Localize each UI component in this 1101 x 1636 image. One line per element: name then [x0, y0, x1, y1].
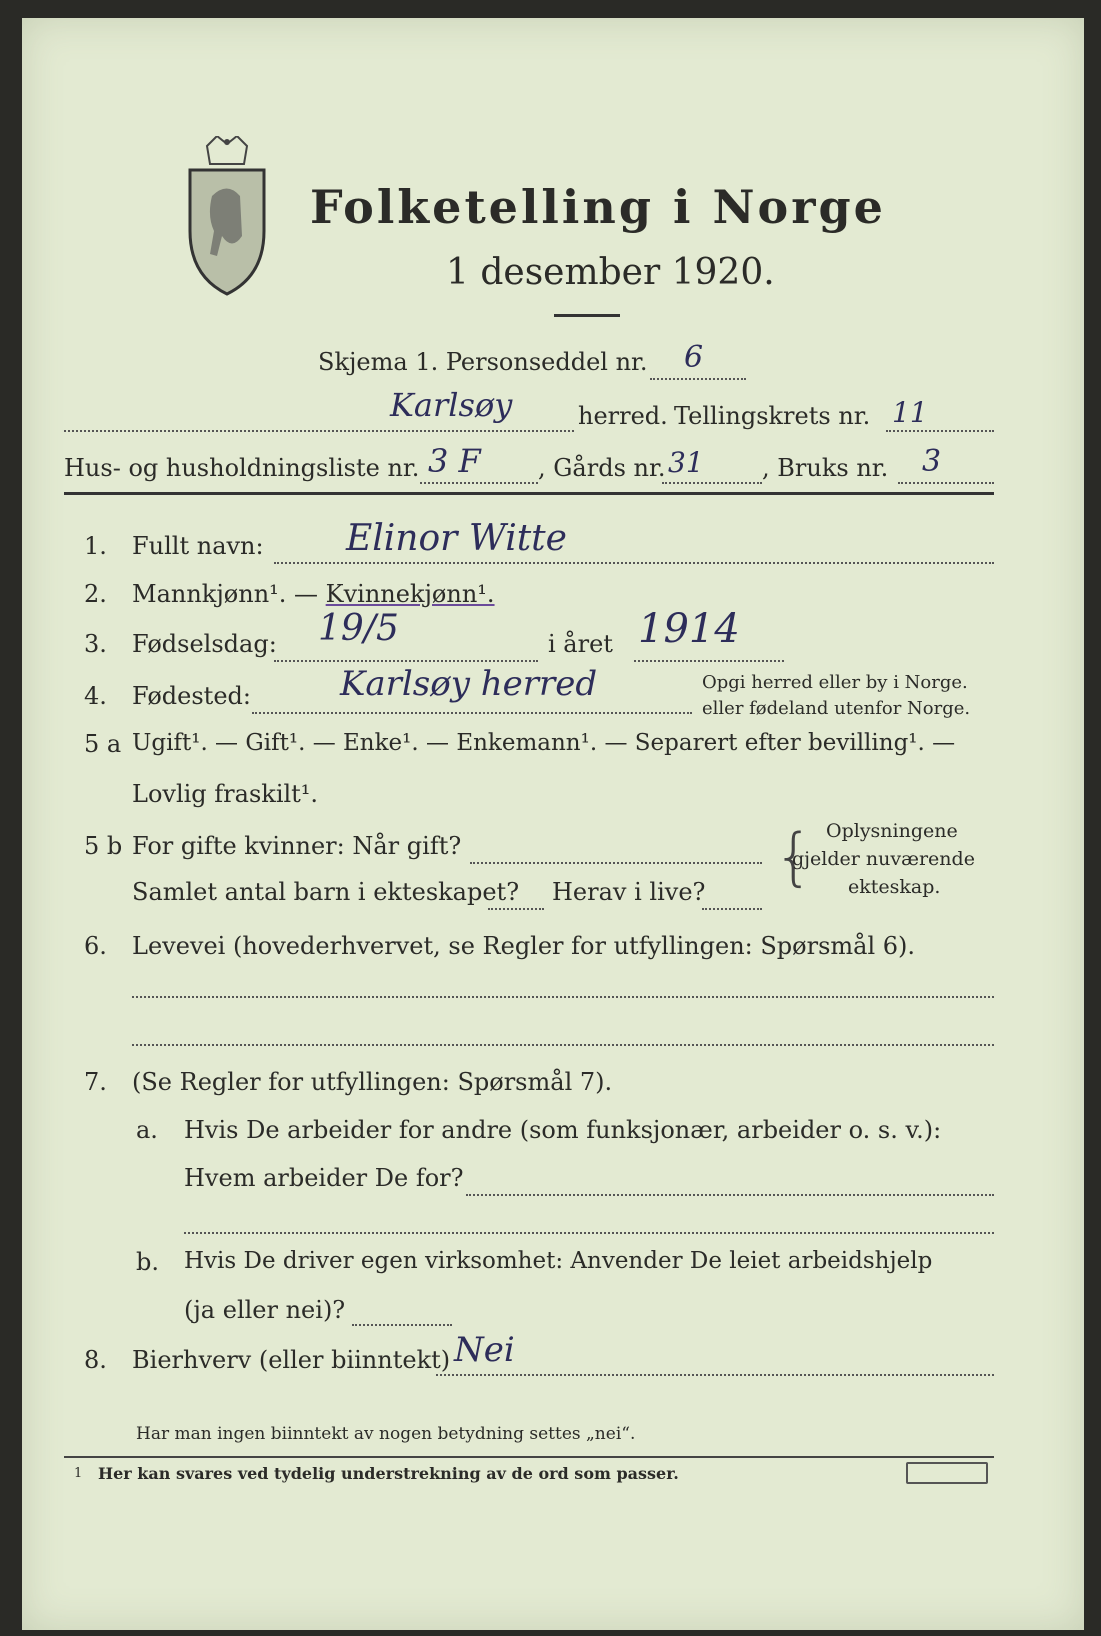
tellingskrets-label: Tellingskrets nr. [674, 402, 871, 430]
q5a-marital-options[interactable]: Ugift¹. — Gift¹. — Enke¹. — Enkemann¹. — Separert efter bevilling¹. — [132, 730, 956, 756]
q8-field-line [436, 1374, 994, 1376]
bruks-label: , Bruks nr. [762, 454, 889, 482]
q7a-employer-label: Hvem arbeider De for? [184, 1164, 464, 1192]
form-title: Folketelling i Norge [310, 180, 886, 234]
personseddel-field-line [650, 378, 746, 380]
q8-number: 8. [84, 1346, 107, 1374]
q1-field-line [274, 562, 994, 564]
q5b-alive-field-line [702, 908, 762, 910]
q7-number: 7. [84, 1068, 107, 1096]
gards-field-line [662, 482, 762, 484]
q5b-note-line-2: gjelder nuværende [792, 848, 975, 870]
q5b-label: For gifte kvinner: Når gift? [132, 832, 462, 860]
q4-note-line-2: eller fødeland utenfor Norge. [702, 698, 971, 719]
q5b-children-field-line [488, 908, 544, 910]
q4-label: Fødested: [132, 682, 251, 710]
bruks-value[interactable]: 3 [922, 444, 942, 479]
footer-note: Har man ingen biinntekt av nogen betydning settes „nei“. [136, 1424, 636, 1444]
herred-field-line [64, 430, 574, 432]
q2-number: 2. [84, 580, 107, 608]
hus-field-line [420, 482, 538, 484]
q8-label: Bierhverv (eller biinntekt) [132, 1346, 451, 1374]
q5a-divorced-option[interactable]: Lovlig fraskilt¹. [132, 780, 319, 808]
q7a-number: a. [136, 1116, 158, 1144]
q3-day-field-line [274, 660, 538, 662]
census-form-page [22, 18, 1084, 1630]
q4-birthplace-value[interactable]: Karlsøy herred [340, 664, 598, 704]
q6-number: 6. [84, 932, 107, 960]
form-date: 1 desember 1920. [446, 252, 775, 293]
q4-number: 4. [84, 682, 107, 710]
footer-divider [64, 1456, 994, 1458]
q2-male-option[interactable]: Mannkjønn¹. — [132, 580, 326, 608]
herred-value[interactable]: Karlsøy [390, 386, 513, 424]
q3-year-label: i året [548, 630, 613, 658]
q1-number: 1. [84, 532, 107, 560]
q5b-brace: { [774, 820, 814, 893]
q7b-yes-no-label: (ja eller nei)? [184, 1296, 346, 1324]
hus-value[interactable]: 3 F [428, 442, 481, 480]
gards-value[interactable]: 31 [668, 446, 704, 479]
q3-year-value[interactable]: 1914 [638, 606, 740, 652]
q4-note-line-1: Opgi herred eller by i Norge. [702, 672, 968, 693]
q6-field-line-1 [132, 996, 994, 998]
q4-field-line [252, 712, 692, 714]
bruks-field-line [898, 482, 994, 484]
q7a-field-line-2 [184, 1232, 994, 1234]
q6-label: Levevei (hovederhvervet, se Regler for utfyllingen: Spørsmål 6). [132, 932, 916, 960]
skjema-label: Skjema 1. Personseddel nr. [318, 348, 648, 376]
q5b-children-label: Samlet antal barn i ekteskapet? [132, 878, 520, 906]
q5a-number: 5 a [84, 730, 122, 758]
q6-field-line-2 [132, 1044, 994, 1046]
q3-year-field-line [634, 660, 784, 662]
q7a-label: Hvis De arbeider for andre (som funksjonær, arbeider o. s. v.): [184, 1116, 942, 1144]
q1-label: Fullt navn: [132, 532, 264, 560]
hus-label: Hus- og husholdningsliste nr. [64, 454, 420, 482]
footnote-number: 1 [74, 1466, 83, 1481]
q3-number: 3. [84, 630, 107, 658]
q5b-note-line-3: ekteskap. [848, 876, 941, 898]
q3-label: Fødselsdag: [132, 630, 277, 658]
q5b-married-field-line [470, 862, 762, 864]
q1-full-name-value[interactable]: Elinor Witte [346, 518, 567, 559]
q2-label [132, 580, 495, 608]
tellingskrets-value[interactable]: 11 [892, 396, 928, 429]
q8-side-income-value[interactable]: Nei [454, 1330, 515, 1370]
q5b-alive-label: Herav i live? [552, 878, 706, 906]
q2-female-option[interactable]: Kvinnekjønn¹. [325, 580, 495, 608]
printer-mark [906, 1462, 988, 1484]
herred-label: herred. [578, 402, 668, 430]
personseddel-number[interactable]: 6 [684, 340, 704, 375]
footnote-text: Her kan svares ved tydelig understrekning av de ord som passer. [98, 1464, 679, 1483]
q3-birthday-value[interactable]: 19/5 [318, 608, 399, 649]
q7a-field-line-1 [466, 1194, 994, 1196]
header-divider [64, 492, 994, 495]
gards-label: , Gårds nr. [538, 454, 666, 482]
q5b-note-line-1: Oplysningene [826, 820, 958, 842]
title-underline [554, 314, 620, 317]
norwegian-coat-of-arms-icon [182, 136, 272, 296]
q7b-number: b. [136, 1248, 159, 1276]
q7b-label: Hvis De driver egen virksomhet: Anvender De leiet arbeidshjelp [184, 1248, 933, 1274]
q7b-field-line [352, 1324, 452, 1326]
tellingskrets-field-line [886, 430, 994, 432]
q7-label: (Se Regler for utfyllingen: Spørsmål 7). [132, 1068, 613, 1096]
q5b-number: 5 b [84, 832, 123, 860]
